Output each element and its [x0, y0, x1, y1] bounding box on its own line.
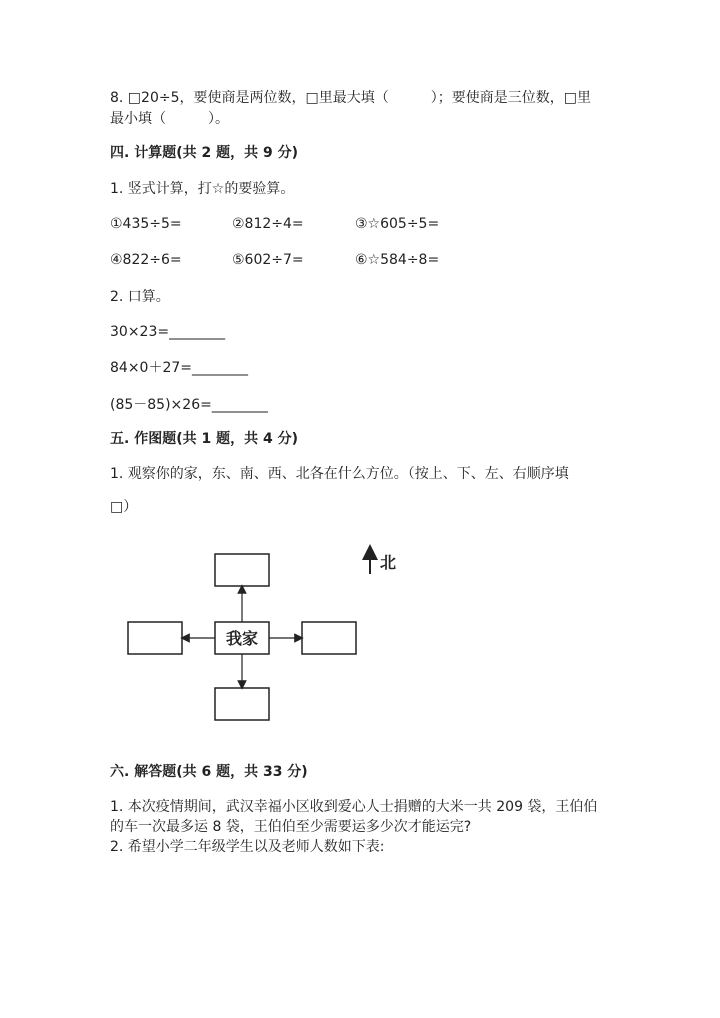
calc-item: ④822÷6=: [110, 252, 182, 268]
calc-item: ①435÷5=: [110, 216, 182, 232]
q8-line1: 8. □20÷5，要使商是两位数，□里最大填（ ）；要使商是三位数，□里: [110, 90, 591, 106]
s5-q1-line1: 1. 观察你的家，东、南、西、北各在什么方位。（按上、下、左、右顺序填: [110, 466, 569, 482]
north-label: 北: [380, 553, 397, 572]
s5-q1-line2: □）: [110, 499, 138, 515]
q8-line2: 最小填（ ）。: [110, 111, 229, 127]
calc-item: ③☆605÷5=: [355, 216, 440, 232]
oral-item: (85－85)×26=________: [110, 397, 268, 413]
calc-item: ⑤602÷7=: [232, 252, 304, 268]
oral-item: 30×23=________: [110, 324, 226, 340]
direction-diagram: [120, 540, 410, 730]
blank-box-bottom[interactable]: [215, 688, 269, 720]
s6-q1-line1: 1. 本次疫情期间，武汉幸福小区收到爱心人士捐赠的大米一共 209 袋，王伯伯: [110, 799, 598, 815]
section-4-title: 四. 计算题(共 2 题，共 9 分): [110, 145, 298, 161]
s4-q2-text: 2. 口算。: [110, 289, 170, 305]
calc-item: ⑥☆584÷8=: [355, 252, 440, 268]
blank-box-right[interactable]: [302, 622, 356, 654]
section-6-title: 六. 解答题(共 6 题，共 33 分): [110, 764, 308, 780]
s6-q1-line2: 的车一次最多运 8 袋，王伯伯至少需要运多少次才能运完?: [110, 819, 472, 835]
s6-q2-line1: 2. 希望小学二年级学生以及老师人数如下表:: [110, 839, 385, 855]
oral-item: 84×0＋27=________: [110, 360, 248, 376]
home-label: 我家: [225, 629, 259, 648]
blank-box-left[interactable]: [128, 622, 182, 654]
s4-q1-text: 1. 竖式计算，打☆的要验算。: [110, 181, 295, 197]
section-5-title: 五. 作图题(共 1 题，共 4 分): [110, 431, 298, 447]
calc-item: ②812÷4=: [232, 216, 304, 232]
blank-box-top[interactable]: [215, 554, 269, 586]
